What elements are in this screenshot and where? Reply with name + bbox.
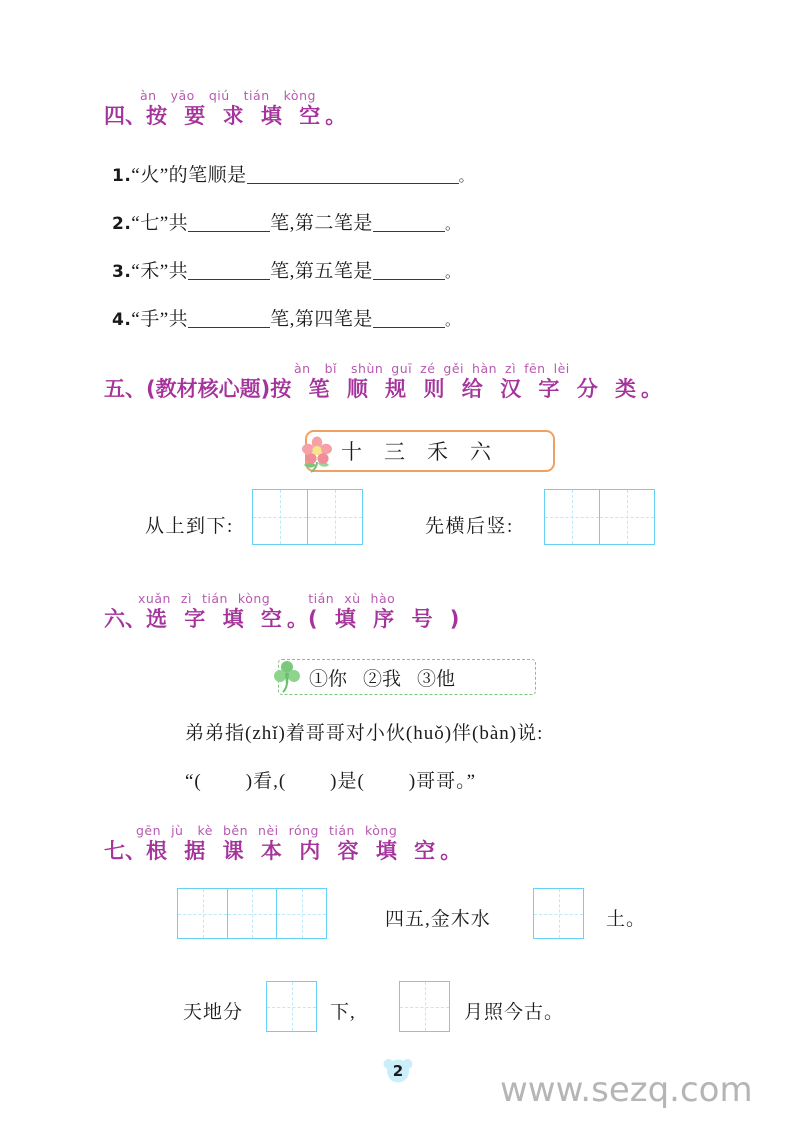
grid-cell[interactable] bbox=[252, 489, 308, 545]
section-five-title bbox=[104, 378, 662, 400]
pinyin-syllable: kè bbox=[197, 823, 213, 839]
sentence-part: )是( bbox=[330, 771, 365, 792]
character-word-box bbox=[305, 430, 555, 472]
question-text: “禾”共 bbox=[131, 261, 189, 282]
question-item-3 bbox=[112, 256, 460, 283]
pinyin-syllable: zì bbox=[180, 591, 192, 607]
question-item-4 bbox=[112, 304, 460, 331]
pinyin-syllable: lèi bbox=[553, 361, 570, 377]
flower-icon bbox=[300, 434, 336, 474]
option-list bbox=[279, 664, 455, 691]
grid-cell[interactable] bbox=[276, 888, 327, 939]
section-index: 六、 bbox=[104, 607, 146, 631]
pinyin-syllable: qiú bbox=[208, 88, 230, 104]
grid-label-top-to-bottom: 从上到下: bbox=[145, 516, 234, 537]
sentence-part: )看,( bbox=[245, 771, 287, 792]
question-period: 。 bbox=[444, 313, 461, 329]
grid-cell[interactable] bbox=[177, 888, 228, 939]
question-item-1 bbox=[112, 160, 474, 187]
pinyin-syllable: tián bbox=[243, 88, 270, 104]
answer-blank[interactable] bbox=[373, 309, 445, 328]
section-six-title bbox=[104, 608, 464, 630]
question-text: 笔,第四笔是 bbox=[270, 309, 373, 330]
section-index: 七、 bbox=[104, 839, 146, 863]
answer-grid-line2-b bbox=[399, 981, 450, 1032]
question-period: 。 bbox=[444, 265, 461, 281]
section-seven-pinyin bbox=[136, 823, 397, 839]
pinyin-syllable: hào bbox=[370, 591, 396, 607]
answer-blank[interactable] bbox=[188, 213, 270, 232]
question-text: “七”共 bbox=[131, 213, 189, 234]
section-tag: (教材核心题) bbox=[146, 377, 271, 401]
line1-text-end: 土。 bbox=[606, 909, 647, 930]
section-six-pinyin bbox=[138, 591, 395, 607]
pinyin-syllable: xù bbox=[344, 591, 361, 607]
section-six-heading bbox=[104, 591, 465, 631]
site-watermark: www.sezq.com bbox=[500, 1070, 753, 1110]
pinyin-syllable: tián bbox=[328, 823, 355, 839]
pinyin-syllable: kòng bbox=[283, 88, 316, 104]
pinyin-syllable: kòng bbox=[364, 823, 398, 839]
pinyin-syllable: zé bbox=[420, 361, 436, 377]
section-period: 。 bbox=[440, 839, 462, 863]
pinyin-syllable: kòng bbox=[237, 591, 271, 607]
question-number: 4. bbox=[112, 310, 132, 330]
option-choice-box bbox=[278, 659, 536, 695]
pinyin-syllable: shùn bbox=[351, 361, 384, 377]
question-number: 3. bbox=[112, 262, 132, 282]
pinyin-syllable: gēn bbox=[136, 823, 162, 839]
pinyin-syllable: běn bbox=[222, 823, 249, 839]
question-number: 1. bbox=[112, 166, 132, 186]
pinyin-syllable: hàn bbox=[472, 361, 498, 377]
sentence-line-2 bbox=[185, 766, 476, 793]
section-title-text: 选 字 填 空 bbox=[146, 607, 287, 631]
section-five-pinyin bbox=[294, 361, 570, 377]
pinyin-syllable: nèi bbox=[258, 823, 279, 839]
section-seven-heading bbox=[104, 823, 462, 863]
line2-text-middle: 下, bbox=[330, 1002, 356, 1023]
section-four-title bbox=[104, 105, 346, 127]
sentence-line-1: 弟弟指(zhǐ)着哥哥对小伙(huǒ)伴(bàn)说: bbox=[185, 723, 544, 744]
section-period: 。 bbox=[641, 377, 663, 401]
sentence-part: )哥哥。” bbox=[408, 771, 477, 792]
grid-cell[interactable] bbox=[266, 981, 317, 1032]
grid-cell[interactable] bbox=[533, 888, 584, 939]
answer-blank[interactable] bbox=[373, 261, 445, 280]
pinyin-syllable: tián bbox=[308, 591, 335, 607]
line2-text-start: 天地分 bbox=[183, 1002, 244, 1023]
option-item-2[interactable]: ②我 bbox=[363, 668, 402, 690]
pinyin-syllable: zì bbox=[505, 361, 517, 377]
pinyin-syllable: bǐ bbox=[324, 361, 338, 377]
grid-cell[interactable] bbox=[599, 489, 655, 545]
question-text: “火”的笔顺是 bbox=[131, 165, 247, 186]
option-item-1[interactable]: ①你 bbox=[309, 668, 348, 690]
question-period: 。 bbox=[458, 169, 475, 185]
pinyin-syllable: àn bbox=[294, 361, 311, 377]
answer-grid-line1-b bbox=[533, 888, 584, 939]
line1-text-middle: 四五,金木水 bbox=[385, 909, 491, 930]
section-five-heading bbox=[104, 361, 663, 401]
pinyin-syllable: fēn bbox=[524, 361, 546, 377]
section-title-text: 按 笔 顺 规 则 给 汉 字 分 类 bbox=[270, 377, 642, 401]
answer-blank[interactable] bbox=[188, 261, 270, 280]
question-text: 笔,第二笔是 bbox=[270, 213, 373, 234]
section-seven-title bbox=[104, 840, 461, 862]
grid-cell[interactable] bbox=[307, 489, 363, 545]
question-number: 2. bbox=[112, 214, 132, 234]
section-period: 。 bbox=[286, 607, 308, 631]
word-box-characters: 十三禾六 bbox=[341, 440, 513, 464]
grid-cell[interactable] bbox=[399, 981, 450, 1032]
section-title-text: 按 要 求 填 空 bbox=[146, 104, 326, 128]
pinyin-syllable: àn bbox=[140, 88, 157, 104]
pinyin-syllable: gěi bbox=[443, 361, 465, 377]
grid-label-horizontal-first: 先横后竖: bbox=[425, 516, 514, 537]
question-period: 。 bbox=[444, 217, 461, 233]
question-text: 笔,第五笔是 bbox=[270, 261, 373, 282]
section-four-pinyin bbox=[140, 88, 316, 104]
pinyin-syllable: jù bbox=[171, 823, 184, 839]
line2-text-end: 月照今古。 bbox=[464, 1002, 565, 1023]
pinyin-syllable: tián bbox=[201, 591, 228, 607]
section-four-heading bbox=[104, 88, 347, 128]
pinyin-syllable: róng bbox=[288, 823, 319, 839]
clover-icon bbox=[272, 660, 302, 694]
grid-cell[interactable] bbox=[227, 888, 278, 939]
answer-blank[interactable] bbox=[247, 165, 459, 184]
answer-blank[interactable] bbox=[188, 309, 270, 328]
question-item-2 bbox=[112, 208, 460, 235]
option-item-3[interactable]: ③他 bbox=[417, 668, 456, 690]
pinyin-syllable: xuǎn bbox=[138, 591, 171, 607]
grid-cell[interactable] bbox=[544, 489, 600, 545]
answer-grid-line2-a bbox=[266, 981, 317, 1032]
section-title-text: 根 据 课 本 内 容 填 空 bbox=[146, 839, 441, 863]
section-period: 。 bbox=[325, 104, 347, 128]
answer-blank[interactable] bbox=[373, 213, 445, 232]
page-number: 2 bbox=[392, 1062, 404, 1080]
pinyin-syllable: guī bbox=[391, 361, 413, 377]
pinyin-syllable: yāo bbox=[170, 88, 195, 104]
section-index: 四、 bbox=[104, 104, 146, 128]
answer-grid-horizontal-first bbox=[544, 489, 655, 545]
section-index: 五、 bbox=[104, 377, 146, 401]
page-number-badge bbox=[383, 1058, 413, 1084]
answer-grid-line1-a bbox=[177, 888, 327, 939]
sentence-part: “( bbox=[185, 771, 202, 792]
question-text: “手”共 bbox=[131, 309, 189, 330]
answer-grid-top-to-bottom bbox=[252, 489, 363, 545]
section-suffix: ( 填 序 号 ) bbox=[307, 607, 465, 631]
